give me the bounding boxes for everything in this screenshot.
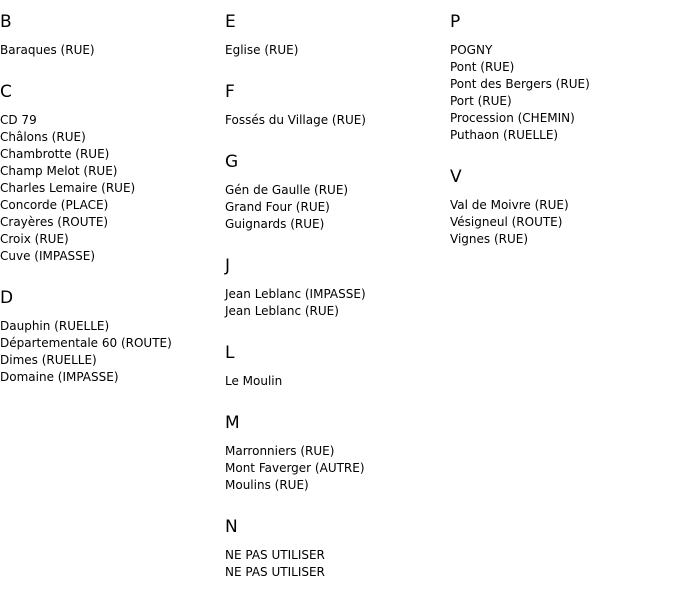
street-link[interactable]: Vignes (RUE) xyxy=(450,232,529,246)
letter-group xyxy=(225,517,450,581)
street-link[interactable]: Cuve (IMPASSE) xyxy=(0,249,96,263)
street-link[interactable]: NE PAS UTILISER xyxy=(225,565,325,579)
street-link[interactable]: Baraques (RUE) xyxy=(0,43,95,57)
letter-heading: L xyxy=(225,343,235,363)
street-list xyxy=(225,286,450,320)
letter-heading: G xyxy=(225,152,239,172)
street-index-column-3 xyxy=(450,0,675,248)
letter-heading: F xyxy=(225,82,235,102)
letter-group xyxy=(225,343,450,390)
street-list xyxy=(225,182,450,233)
street-link[interactable]: POGNY xyxy=(450,43,493,57)
letter-group xyxy=(450,12,675,144)
street-list xyxy=(450,197,675,248)
street-link[interactable]: Eglise (RUE) xyxy=(225,43,299,57)
letter-group xyxy=(0,82,225,265)
letter-heading: N xyxy=(225,517,238,537)
street-list xyxy=(225,443,450,494)
street-index-column-2 xyxy=(225,0,450,581)
street-link[interactable]: Puthaon (RUELLE) xyxy=(450,128,559,142)
street-link[interactable]: Champ Melot (RUE) xyxy=(0,164,118,178)
street-link[interactable]: Le Moulin xyxy=(225,374,283,388)
street-list xyxy=(0,112,225,265)
letter-heading: B xyxy=(0,12,12,32)
letter-heading: D xyxy=(0,288,14,308)
street-link[interactable]: Dimes (RUELLE) xyxy=(0,353,97,367)
street-link[interactable]: Crayères (ROUTE) xyxy=(0,215,109,229)
letter-group xyxy=(0,288,225,386)
letter-group xyxy=(225,82,450,129)
letter-group xyxy=(225,256,450,320)
street-link[interactable]: Jean Leblanc (RUE) xyxy=(225,304,339,318)
letter-heading: C xyxy=(0,82,12,102)
street-link[interactable]: Pont (RUE) xyxy=(450,60,515,74)
letter-group xyxy=(225,12,450,59)
street-link[interactable]: Châlons (RUE) xyxy=(0,130,86,144)
street-link[interactable]: Chambrotte (RUE) xyxy=(0,147,110,161)
street-list xyxy=(225,112,450,129)
street-link[interactable]: Marronniers (RUE) xyxy=(225,444,335,458)
street-link[interactable]: Procession (CHEMIN) xyxy=(450,111,575,125)
street-link[interactable]: Moulins (RUE) xyxy=(225,478,309,492)
street-link[interactable]: Val de Moivre (RUE) xyxy=(450,198,569,212)
street-link[interactable]: Pont des Bergers (RUE) xyxy=(450,77,590,91)
street-list xyxy=(450,42,675,144)
street-list xyxy=(225,547,450,581)
street-link[interactable]: Dauphin (RUELLE) xyxy=(0,319,110,333)
street-link[interactable]: NE PAS UTILISER xyxy=(225,548,325,562)
street-link[interactable]: Charles Lemaire (RUE) xyxy=(0,181,136,195)
street-index-column-1 xyxy=(0,0,225,386)
street-link[interactable]: Croix (RUE) xyxy=(0,232,69,246)
street-link[interactable]: Guignards (RUE) xyxy=(225,217,325,231)
street-link[interactable]: Grand Four (RUE) xyxy=(225,200,330,214)
letter-group xyxy=(225,413,450,494)
street-list xyxy=(0,42,225,59)
letter-group xyxy=(225,152,450,233)
street-link[interactable]: CD 79 xyxy=(0,113,37,127)
street-link[interactable]: Départementale 60 (ROUTE) xyxy=(0,336,172,350)
letter-group xyxy=(0,12,225,59)
letter-heading: J xyxy=(225,256,231,276)
letter-heading: P xyxy=(450,12,461,32)
street-link[interactable]: Domaine (IMPASSE) xyxy=(0,370,119,384)
street-list xyxy=(0,318,225,386)
street-link[interactable]: Gén de Gaulle (RUE) xyxy=(225,183,349,197)
letter-group xyxy=(450,167,675,248)
letter-heading: M xyxy=(225,413,240,433)
street-link[interactable]: Mont Faverger (AUTRE) xyxy=(225,461,365,475)
street-list xyxy=(225,42,450,59)
street-list xyxy=(225,373,450,390)
street-link[interactable]: Vésigneul (ROUTE) xyxy=(450,215,563,229)
letter-heading: E xyxy=(225,12,236,32)
street-link[interactable]: Jean Leblanc (IMPASSE) xyxy=(225,287,366,301)
street-link[interactable]: Fossés du Village (RUE) xyxy=(225,113,366,127)
street-link[interactable]: Concorde (PLACE) xyxy=(0,198,109,212)
letter-heading: V xyxy=(450,167,462,187)
street-link[interactable]: Port (RUE) xyxy=(450,94,512,108)
